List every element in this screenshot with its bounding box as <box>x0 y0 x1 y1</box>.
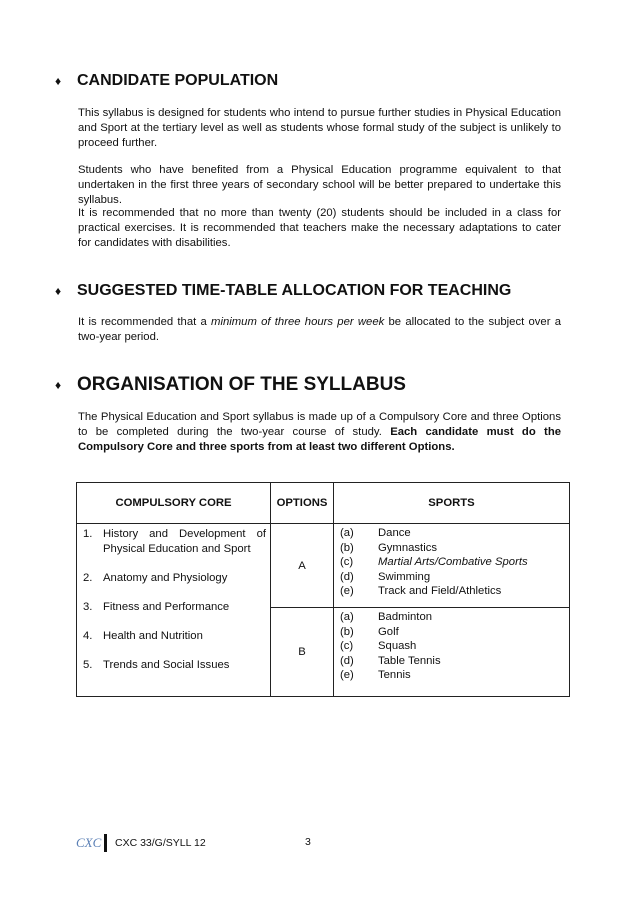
list-item: (a) Dance <box>340 527 411 539</box>
diamond-bullet-icon: ♦ <box>55 284 62 298</box>
heading-text: CANDIDATE POPULATION <box>77 72 279 89</box>
paragraph-candidate-1: This syllabus is designed for students who intend to pursue further studies in Physical Education and Sport at the tertiary level as well as students whose formal study of the subject is unlikely to proceed further. <box>78 107 561 149</box>
paragraph-candidate-3: It is recommended that no more than twenty (20) students should be included in a class for practical exercises. It is recommended that teachers make the necessary adaptations to cater for candidates with disabilities. <box>78 207 561 249</box>
list-item: (e) Track and Field/Athletics <box>340 585 502 597</box>
diamond-bullet-icon: ♦ <box>55 74 62 88</box>
option-a-sports <box>334 524 570 608</box>
list-item: (b) Gymnastics <box>340 541 438 554</box>
diamond-bullet-icon: ♦ <box>55 378 62 392</box>
heading-text: ORGANISATION OF THE SYLLABUS <box>77 374 406 395</box>
syllabus-code: CXC 33/G/SYLL 12 <box>115 837 206 849</box>
section-heading-timetable <box>55 282 511 300</box>
syllabus-table <box>76 482 570 697</box>
heading-text: SUGGESTED TIME-TABLE ALLOCATION FOR TEACHING <box>77 282 512 299</box>
section-heading-candidate-population <box>55 72 278 90</box>
list-item: 5. Trends and Social Issues <box>83 659 230 671</box>
list-item: (a) Badminton <box>340 611 433 624</box>
option-a-label: A <box>271 524 334 608</box>
list-item: 2. Anatomy and Physiology <box>83 572 228 584</box>
list-item: (d) Table Tennis <box>340 654 441 667</box>
footer-divider <box>104 834 107 852</box>
option-b-sports <box>334 608 570 697</box>
list-item: (c) Squash <box>340 640 417 653</box>
page-footer <box>76 834 206 852</box>
list-item: (b) Golf <box>340 625 399 638</box>
paragraph-timetable: It is recommended that a minimum of three hours per week be allocated to the subject over a two-year period. <box>78 316 562 343</box>
header-compulsory-core: COMPULSORY CORE <box>77 483 271 524</box>
section-heading-organisation <box>55 374 406 396</box>
list-item: 3. Fitness and Performance <box>83 601 230 613</box>
list-item: (d) Swimming <box>340 570 431 583</box>
paragraph-organisation: The Physical Education and Sport syllabus is made up of a Compulsory Core and three Options to be completed during the two-year course of study. Each candidate must do the Compulsory Core and three sports from at least two different Options. <box>78 411 561 453</box>
header-options: OPTIONS <box>271 483 334 524</box>
header-sports: SPORTS <box>334 483 570 524</box>
list-item: (e) Tennis <box>340 669 411 682</box>
paragraph-candidate-2: Students who have benefited from a Physical Education programme equivalent to that undertaken in the first three years of secondary school will be better prepared to undertake this syllabus. <box>78 164 561 206</box>
list-item: 1. History and Development of Physical Education and Sport <box>83 528 266 555</box>
cxc-logo-icon: CXC <box>76 835 102 850</box>
option-b-label: B <box>271 608 334 697</box>
list-item: (c) Martial Arts/Combative Sports <box>340 556 528 568</box>
page-number: 3 <box>305 836 311 848</box>
core-cell <box>77 524 271 697</box>
list-item: 4. Health and Nutrition <box>83 630 203 642</box>
